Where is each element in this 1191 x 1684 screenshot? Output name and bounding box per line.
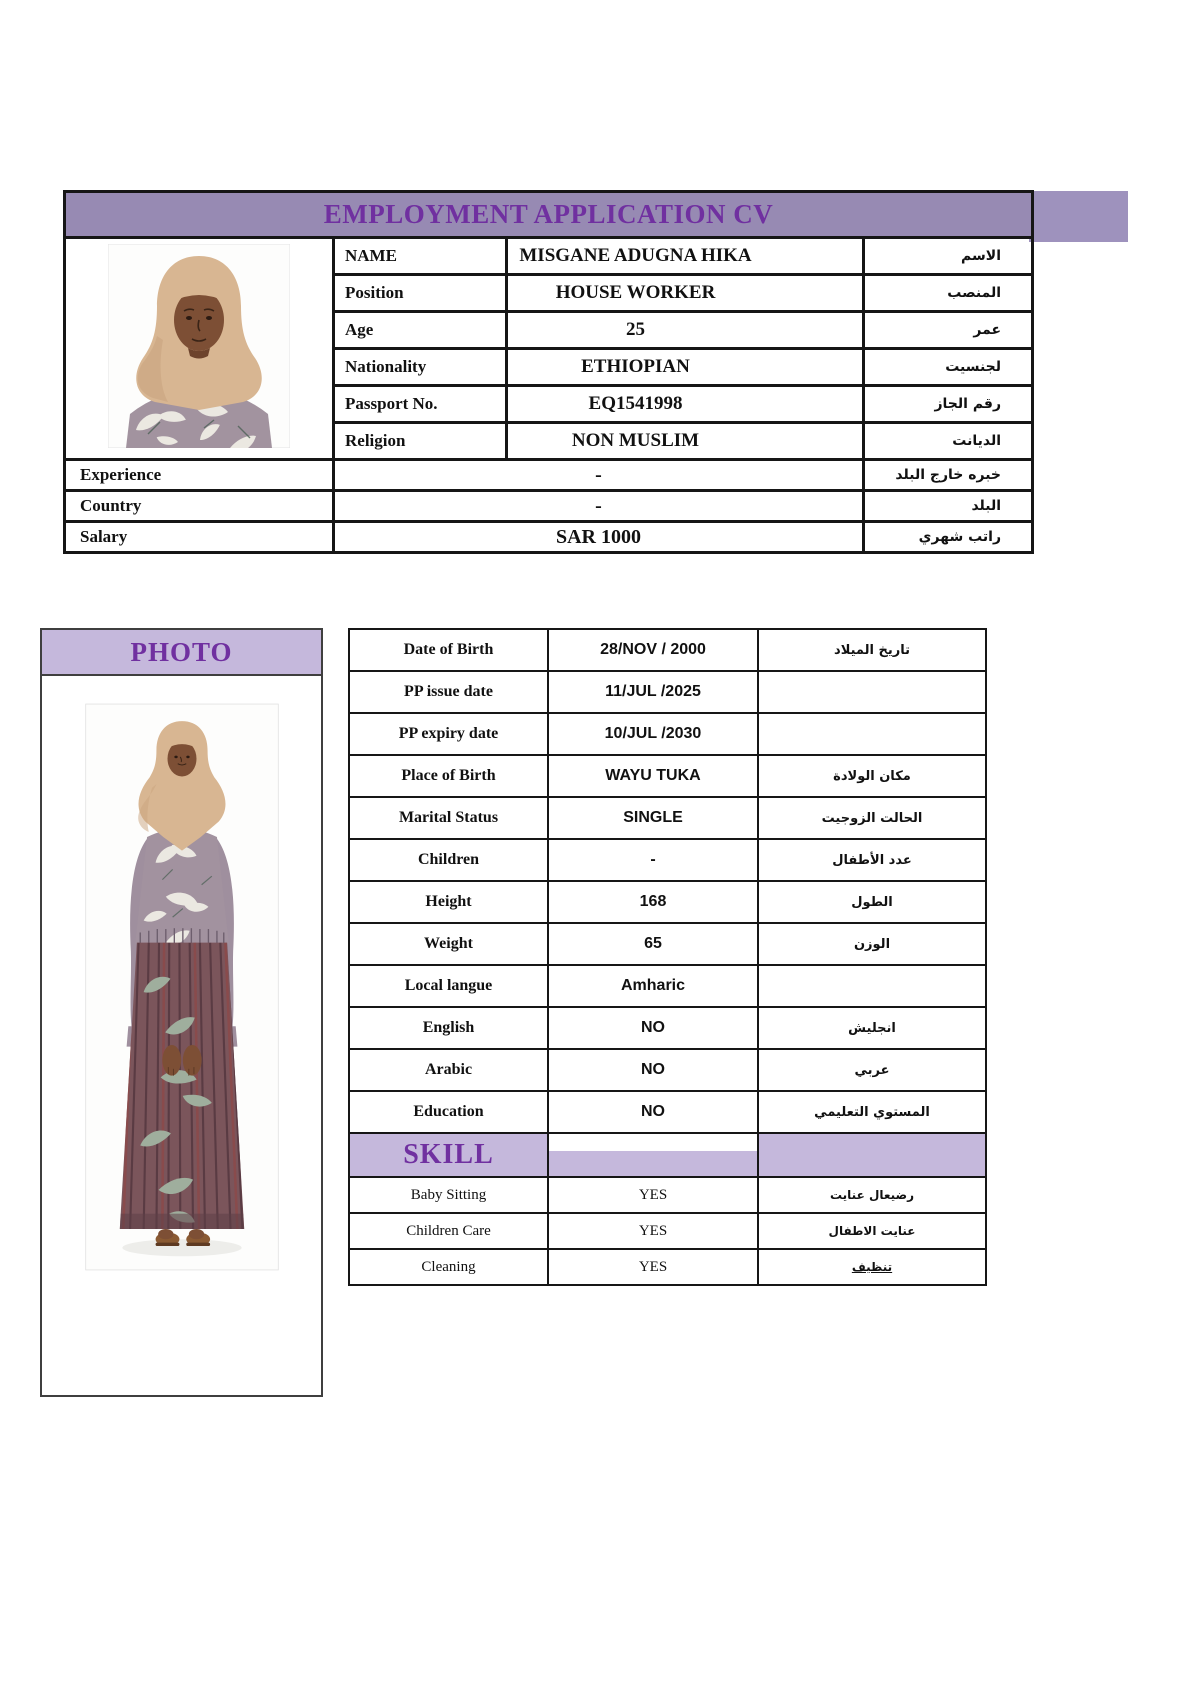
- field-value: -: [334, 460, 864, 491]
- field-value: NON MUSLIM: [507, 423, 864, 460]
- field-value: -: [548, 839, 758, 881]
- field-value: 11/JUL /2025: [548, 671, 758, 713]
- field-label-arabic: رقم الجاز: [864, 386, 1033, 423]
- field-label-arabic: الديانت: [864, 423, 1033, 460]
- applicant-details-table: [348, 628, 987, 1286]
- field-label: Children: [349, 839, 548, 881]
- field-value: ETHIOPIAN: [507, 349, 864, 386]
- photo-box: [40, 628, 323, 1397]
- field-value: 65: [548, 923, 758, 965]
- field-label-arabic: [758, 671, 986, 713]
- table-row: [349, 671, 986, 713]
- field-label-arabic: خبره خارج البلد: [864, 460, 1033, 491]
- skill-value: YES: [548, 1213, 758, 1249]
- table-row: [349, 1091, 986, 1133]
- applicant-portrait-photo: [108, 244, 290, 448]
- skill-header-value-cell: [548, 1133, 758, 1177]
- field-label: Experience: [65, 460, 334, 491]
- field-value: HOUSE WORKER: [507, 275, 864, 312]
- field-label-arabic: البلد: [864, 491, 1033, 522]
- table-row: [349, 1049, 986, 1091]
- applicant-summary-table: [63, 190, 1034, 554]
- table-row: [349, 755, 986, 797]
- field-value: WAYU TUKA: [548, 755, 758, 797]
- skill-label-arabic: عنايت الاطفال: [758, 1213, 986, 1249]
- field-label: Marital Status: [349, 797, 548, 839]
- field-label-arabic: الوزن: [758, 923, 986, 965]
- field-label: Date of Birth: [349, 629, 548, 671]
- skill-header-arabic-cell: [758, 1133, 986, 1177]
- field-value: SAR 1000: [334, 522, 864, 553]
- skill-label: Children Care: [349, 1213, 548, 1249]
- field-label-arabic: المستوي التعليمي: [758, 1091, 986, 1133]
- applicant-fullbody-photo: [84, 702, 280, 1272]
- table-row: [65, 491, 1033, 522]
- field-label: Nationality: [334, 349, 507, 386]
- field-label: Age: [334, 312, 507, 349]
- field-value: NO: [548, 1091, 758, 1133]
- photo-body: [42, 676, 321, 1272]
- field-label-arabic: راتب شهري: [864, 522, 1033, 553]
- table-row: [349, 1249, 986, 1285]
- field-label: PP expiry date: [349, 713, 548, 755]
- field-label: NAME: [334, 238, 507, 275]
- table-row: [349, 1133, 986, 1177]
- field-value: MISGANE ADUGNA HIKA: [507, 238, 864, 275]
- field-value: NO: [548, 1007, 758, 1049]
- field-label-arabic: الحالت الزوجيت: [758, 797, 986, 839]
- field-label: Passport No.: [334, 386, 507, 423]
- field-label-arabic: [758, 713, 986, 755]
- field-label-arabic: لجنسيت: [864, 349, 1033, 386]
- field-label: Weight: [349, 923, 548, 965]
- field-value: 25: [507, 312, 864, 349]
- field-label: Local langue: [349, 965, 548, 1007]
- table-row: [65, 522, 1033, 553]
- document-title: EMPLOYMENT APPLICATION CV: [65, 192, 1033, 238]
- field-label-arabic: عمر: [864, 312, 1033, 349]
- skill-label-arabic: تنظيف: [758, 1249, 986, 1285]
- skill-section-title: SKILL: [349, 1133, 548, 1177]
- table-row: [349, 1007, 986, 1049]
- table-row: [349, 839, 986, 881]
- field-label-arabic: [758, 965, 986, 1007]
- field-label: Place of Birth: [349, 755, 548, 797]
- field-value: Amharic: [548, 965, 758, 1007]
- field-label-arabic: عدد الأطفال: [758, 839, 986, 881]
- table-row: [65, 192, 1033, 238]
- field-label-arabic: عربي: [758, 1049, 986, 1091]
- field-label-arabic: الاسم: [864, 238, 1033, 275]
- field-value: -: [334, 491, 864, 522]
- header-band-overhang: [1029, 191, 1128, 242]
- table-row: [349, 965, 986, 1007]
- field-value: NO: [548, 1049, 758, 1091]
- table-row: [65, 460, 1033, 491]
- field-label: Height: [349, 881, 548, 923]
- field-value: 168: [548, 881, 758, 923]
- field-label-arabic: مكان الولادة: [758, 755, 986, 797]
- field-label-arabic: المنصب: [864, 275, 1033, 312]
- table-row: [349, 1177, 986, 1213]
- field-value: SINGLE: [548, 797, 758, 839]
- skill-label: Baby Sitting: [349, 1177, 548, 1213]
- field-label-arabic: الطول: [758, 881, 986, 923]
- field-label: Salary: [65, 522, 334, 553]
- skill-value: YES: [548, 1249, 758, 1285]
- field-label: Country: [65, 491, 334, 522]
- photo-section-title: PHOTO: [42, 630, 321, 676]
- field-value: 10/JUL /2030: [548, 713, 758, 755]
- table-row: [65, 238, 1033, 275]
- portrait-photo-cell: [65, 238, 334, 460]
- field-value: EQ1541998: [507, 386, 864, 423]
- field-label: Education: [349, 1091, 548, 1133]
- field-label: PP issue date: [349, 671, 548, 713]
- table-row: [349, 629, 986, 671]
- field-label-arabic: تاريخ الميلاد: [758, 629, 986, 671]
- field-label: English: [349, 1007, 548, 1049]
- skill-label: Cleaning: [349, 1249, 548, 1285]
- table-row: [349, 881, 986, 923]
- table-row: [349, 923, 986, 965]
- field-label: Arabic: [349, 1049, 548, 1091]
- field-label-arabic: انجليش: [758, 1007, 986, 1049]
- field-label: Position: [334, 275, 507, 312]
- table-row: [349, 1213, 986, 1249]
- skill-value: YES: [548, 1177, 758, 1213]
- table-row: [349, 713, 986, 755]
- field-value: 28/NOV / 2000: [548, 629, 758, 671]
- table-row: [349, 797, 986, 839]
- skill-label-arabic: رضيعال عنايت: [758, 1177, 986, 1213]
- field-label: Religion: [334, 423, 507, 460]
